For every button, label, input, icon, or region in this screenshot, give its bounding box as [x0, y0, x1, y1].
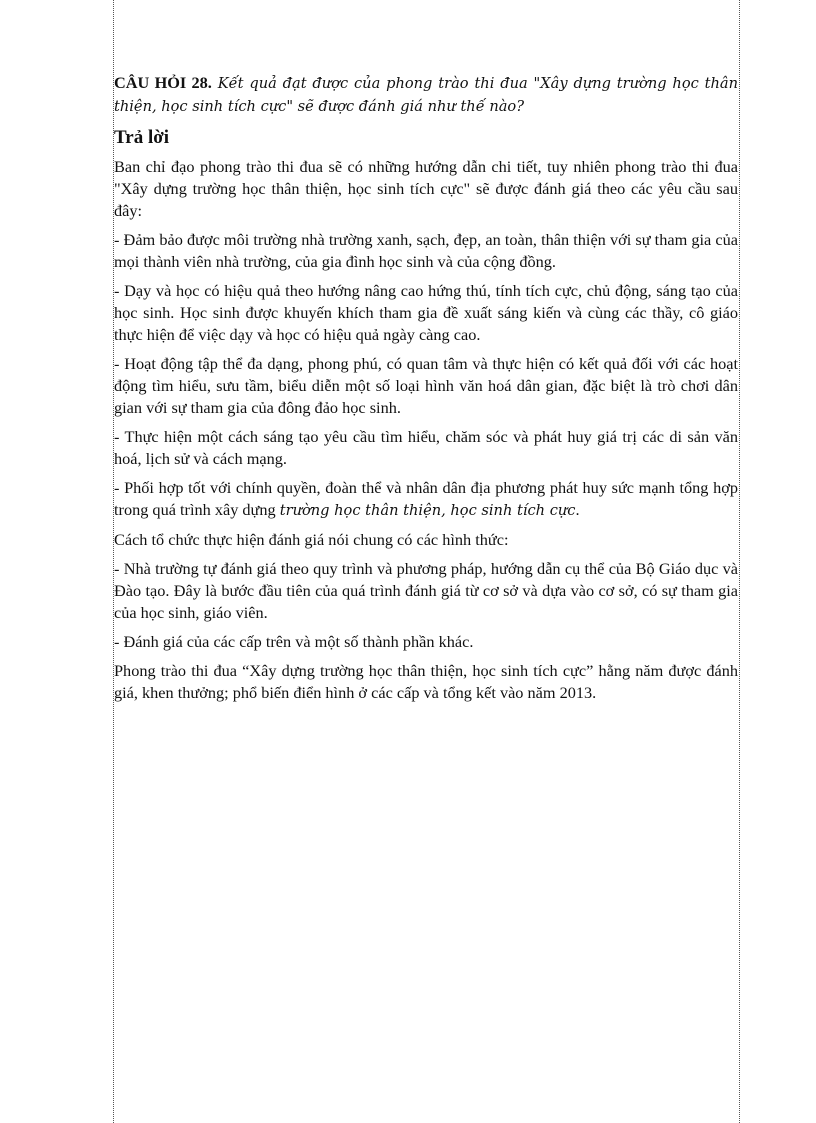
- question-text: Kết quả đạt được của phong trào thi đua "Xây dựng trường học thân thiện, học sinh tích cực" sẽ được đánh giá như thế nào?: [114, 75, 739, 115]
- question-label: CÂU HỎI 28.: [114, 73, 212, 92]
- criterion-item: - Đảm bảo được môi trường nhà trường xanh, sạch, đẹp, an toàn, thân thiện với sự tham gia của mọi thành viên nhà trường, của gia đình học sinh và của cộng đồng.: [114, 230, 738, 271]
- evaluation-item: - Nhà trường tự đánh giá theo quy trình và phương pháp, hướng dẫn cụ thể của Bộ Giáo dục và Đào tạo. Đây là bước đầu tiên của quá trình đánh giá từ cơ sở và dựa vào cơ sở, có sự tham gia của học sinh, giáo viên.: [114, 559, 738, 622]
- criterion-text: - Phối hợp tốt với chính quyền, đoàn thể và nhân dân địa phương phát huy sức mạnh tổng hợp trong quá trình xây dựng: [114, 478, 738, 519]
- criterion-item: - Thực hiện một cách sáng tạo yêu cầu tìm hiểu, chăm sóc và phát huy giá trị các di sản văn hoá, lịch sử và cách mạng.: [114, 427, 738, 468]
- criterion-item: - Hoạt động tập thể đa dạng, phong phú, có quan tâm và thực hiện có kết quả đối với các hoạt động tìm hiểu, sưu tầm, biểu diễn một số loại hình văn hoá dân gian, đặc biệt là trò chơi dân gian với sự tham gia của đông đảo học sinh.: [114, 354, 738, 417]
- evaluation-intro: Cách tổ chức thực hiện đánh giá nói chung có các hình thức:: [114, 530, 509, 549]
- criterion-italic-text: trường học thân thiện, học sinh tích cực: [279, 502, 576, 519]
- criterion-end: .: [575, 500, 580, 519]
- document-body: [114, 72, 738, 711]
- question-paragraph: [114, 72, 738, 118]
- closing-paragraph: Phong trào thi đua “Xây dựng trường học thân thiện, học sinh tích cực” hằng năm được đánh giá, khen thưởng; phổ biến điển hình ở các cấp và tổng kết vào năm 2013.: [114, 661, 738, 702]
- evaluation-item: - Đánh giá của các cấp trên và một số thành phần khác.: [114, 632, 474, 651]
- criterion-item: [114, 477, 738, 522]
- answer-paragraph: Ban chỉ đạo phong trào thi đua sẽ có những hướng dẫn chi tiết, tuy nhiên phong trào thi đua "Xây dựng trường học thân thiện, học sinh tích cực" sẽ được đánh giá theo các yêu cầu sau đây:: [114, 157, 738, 220]
- answer-heading: Trả lời: [114, 127, 170, 148]
- criterion-item: - Dạy và học có hiệu quả theo hướng nâng cao hứng thú, tính tích cực, chủ động, sáng tạo của học sinh. Học sinh được khuyến khích tham gia đề xuất sáng kiến và cùng các thầy, cô giáo thực hiện để việc dạy và học có hiệu quả ngày càng cao.: [114, 281, 738, 344]
- right-margin-guide: [739, 0, 740, 1123]
